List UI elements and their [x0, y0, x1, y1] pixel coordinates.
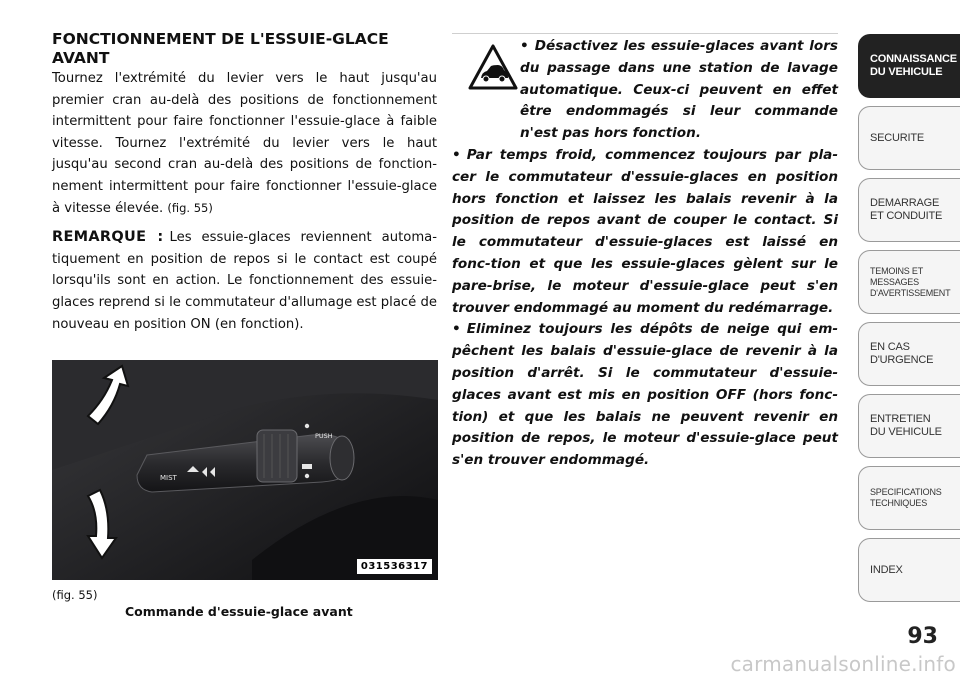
figure-code: 031536317	[357, 559, 432, 574]
bullet: •	[520, 38, 529, 54]
tab-connaissance-du-vehicule[interactable]: CONNAISSANCE DU VEHICULE	[858, 34, 960, 98]
bullet: •	[452, 146, 461, 163]
wiper-lever-illustration	[52, 360, 438, 580]
note-text: Les essuie-glaces reviennent automa-tiquement en position de repos si le contact est coupé lorsqu'ils sont en action. Le fonctionnement des essuie-glaces reprend si le commutateur d'allumage est placé de nouveau en position ON (en fonction).	[52, 230, 437, 332]
warning-item-3	[452, 319, 838, 472]
warning-text-1: Désactivez les essuie-glaces avant lors du passage dans une station de lavage automatique. Ceux-ci peuvent en effet être endommagés si leur commande n'est pas hors fonction.	[520, 38, 838, 142]
mist-label: MIST	[160, 474, 177, 482]
tab-temoins-et-messages[interactable]: TEMOINS ET MESSAGES D'AVERTISSEMENT	[858, 250, 960, 314]
warning-item-1	[452, 36, 838, 145]
push-label: PUSH	[315, 432, 333, 440]
figure-reference: (fig. 55)	[52, 588, 98, 602]
watermark: carmanualsonline.info	[730, 652, 956, 676]
bullet: •	[452, 321, 461, 338]
wiper-control-figure	[52, 360, 438, 580]
figure-caption: Commande d'essuie-glace avant	[125, 604, 353, 619]
section-title: FONCTIONNEMENT DE L'ESSUIE-GLACE AVANT	[52, 30, 389, 67]
figure-reference-inline: (fig. 55)	[167, 200, 213, 215]
tab-index[interactable]: INDEX	[858, 538, 960, 602]
warning-text-2: Par temps froid, commencez toujours par pla-cer le commutateur d'essuie-glaces en position hors fonction et laissez les balais revenir à la position de repos avant de couper le contact. Si le commutateur d'essuie-glaces est laissé en fonc-tion et que les essuie-glaces gèlent sur le pare-brise, le moteur d'essuie-glace peut s'en trouver endommagé au moment du redémarrage.	[452, 146, 838, 316]
tab-en-cas-d-urgence[interactable]: EN CAS D'URGENCE	[858, 322, 960, 386]
tab-securite[interactable]: SECURITE	[858, 106, 960, 170]
note-label: REMARQUE :	[52, 229, 164, 246]
tab-demarrage-et-conduite[interactable]: DEMARRAGE ET CONDUITE	[858, 178, 960, 242]
chapter-tabs	[858, 34, 960, 610]
warning-item-2	[452, 145, 838, 319]
warning-top-rule	[452, 33, 838, 34]
tab-entretien-du-vehicule[interactable]: ENTRETIEN DU VEHICULE	[858, 394, 960, 458]
section-body-text: Tournez l'extrémité du levier vers le haut jusqu'au premier cran au-delà des positions de fonctionnement intermittent pour faire fonctionner l'essuie-glace à faible vitesse. Tournez l'extrémité du levier vers le haut jusqu'au second cran au-delà des positions de fonction-nement intermittent pour faire fonctionner l'essuie-glace à vitesse élevée.	[52, 71, 437, 216]
section-body	[52, 68, 437, 219]
warning-block	[452, 36, 838, 472]
tab-specifications-techniques[interactable]: SPECIFICATIONS TECHNIQUES	[858, 466, 960, 530]
warning-text-3: Eliminez toujours les dépôts de neige qui em-pêchent les balais d'essuie-glace de revenir à la position d'arrêt. Si le commutateur d'essuie-glaces avant est mis en position OFF (hors fonc-tion) et que les balais ne peuvent revenir en position de repos, le moteur d'essuie-glace peut s'en trouver endommagé.	[452, 321, 838, 469]
note-paragraph	[52, 227, 437, 335]
left-column	[52, 30, 437, 335]
page-number: 93	[907, 624, 938, 649]
